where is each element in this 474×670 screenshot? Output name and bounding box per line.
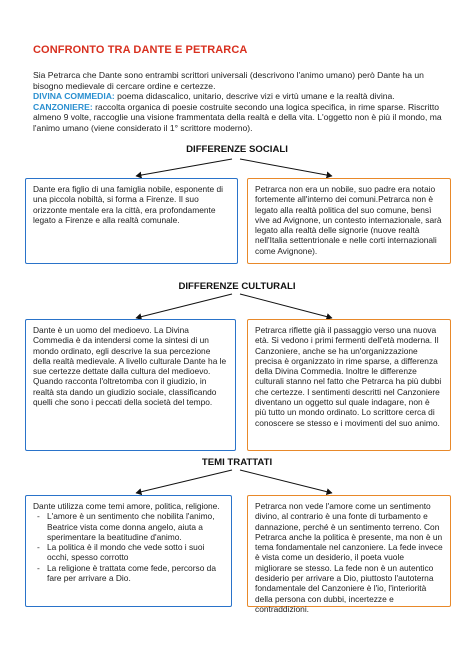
- dante-cultural-box: [25, 319, 236, 451]
- divina-commedia-label: DIVINA COMMEDIA:: [33, 91, 115, 102]
- list-item: - La religione è trattata come fede, percorso da fare per arrivare a Dio.: [47, 563, 224, 584]
- petrarca-themes-box: [247, 495, 451, 614]
- list-item: - La politica è il mondo che vede sotto i suoi occhi, spesso corrotto: [47, 542, 224, 563]
- petrarca-social-box: [247, 178, 451, 264]
- canzoniere-label: CANZONIERE:: [33, 101, 93, 112]
- petrarca-cultural-text: Petrarca riflette già il passaggio verso una nuova età. Si vedono i primi fermenti dell'età moderna. Il Canzoniere, anche se ha un'organizzazione precisa è organizzato in rime sparse, a differenza della Divina Commedia. Inoltre le differenze culturali stanno nel fatto che Petrarca ha più dubbi che certezze. I sentimenti descritti nel Canzoniere diventano un oggetto sul quale indagare, non è più tutto un mondo ordinato. Lo scrittore cerca di conoscere se stesso e i movimenti del suo animo.: [255, 325, 442, 428]
- document-title: CONFRONTO TRA DANTE E PETRARCA: [33, 44, 248, 56]
- petrarca-social-text: Petrarca non era un nobile, suo padre era notaio fortemente all'interno dei comuni.Petrarca non è legato alla realtà politica del suo comune, bensì vive ad Avignone, un contesto internazionale, sarà legato alla realtà delle signorie (nuove realtà nell'Italia settentrionale e nelle corti internazionali come Avignone).: [255, 184, 442, 256]
- dante-cultural-text: Dante è un uomo del medioevo. La Divina Commedia è da intendersi come la sintesi di un mondo ordinato, egli descrive la sua percezione della realtà medievale. A livello culturale Dante ha le sue certezze dettate dalla cultura del medioevo. Quando racconta l'oltretomba con il giudizio, in realtà sta dando un giudizio sociale, classificando quelli che sono i peccati della società del tempo.: [33, 325, 227, 408]
- dante-social-text: Dante era figlio di una famiglia nobile, esponente di una piccola nobiltà, si forma a Firenze. Il suo orizzonte mentale era la città, era profondamente legato a Firenze e alla realtà comunale.: [33, 184, 223, 225]
- petrarca-themes-text: Petrarca non vede l'amore come un sentimento divino, al contrario è una fonte di turbamento e dannazione, perché è un sentimento terreno. Con Petrarca anche la politica è presente, ma non è un tema fondamentale nel canzoniere. La fede invece è vista come un desiderio, il poeta vuole migliorare se stesso. La fede non è un autentico desiderio per arrivare a Dio, piuttosto l'autoterna fondamentale del Canzoniere è l'io, l'interiorità della persona con dubbi, incertezze e contraddizioni.: [255, 501, 443, 614]
- arrow-cultural-dante: [136, 294, 232, 318]
- divina-commedia-text: poema didascalico, unitario, descrive vizi e virtù umane e la realtà divina.: [114, 91, 395, 102]
- dante-themes-intro: Dante utilizza come temi amore, politica, religione.: [33, 501, 220, 511]
- heading-cultural-differences: DIFFERENZE CULTURALI: [178, 281, 296, 292]
- heading-themes: TEMI TRATTATI: [201, 457, 273, 468]
- intro-line: Sia Petrarca che Dante sono entrambi scrittori universali (descrivono l'animo umano) però Dante ha un bisogno medievale di cercare ordine e certezze.: [33, 70, 424, 91]
- dante-social-box: [25, 178, 238, 264]
- list-item: - L'amore è un sentimento che nobilita l'animo, Beatrice vista come donna angelo, aiuta a sperimentare la beatitudine d'animo.: [47, 511, 224, 542]
- arrow-topics-dante: [136, 470, 232, 493]
- arrow-social-dante: [136, 159, 232, 176]
- dante-themes-box: [25, 495, 232, 607]
- arrow-cultural-petrarca: [240, 294, 332, 318]
- heading-social-differences: DIFFERENZE SOCIALI: [186, 144, 288, 155]
- canzoniere-text: raccolta organica di poesie costruite secondo una logica specifica, in rime sparse. Riscritto almeno 9 volte, raccoglie una visione frammentata della realtà e della vita. L'oggetto non è più il mondo, ma l'animo umano (viene considerato il 1° scrittore moderno).: [33, 101, 442, 133]
- petrarca-cultural-box: [247, 319, 451, 451]
- arrow-social-petrarca: [240, 159, 332, 176]
- dante-themes-list: [33, 511, 224, 583]
- arrow-topics-petrarca: [240, 470, 332, 493]
